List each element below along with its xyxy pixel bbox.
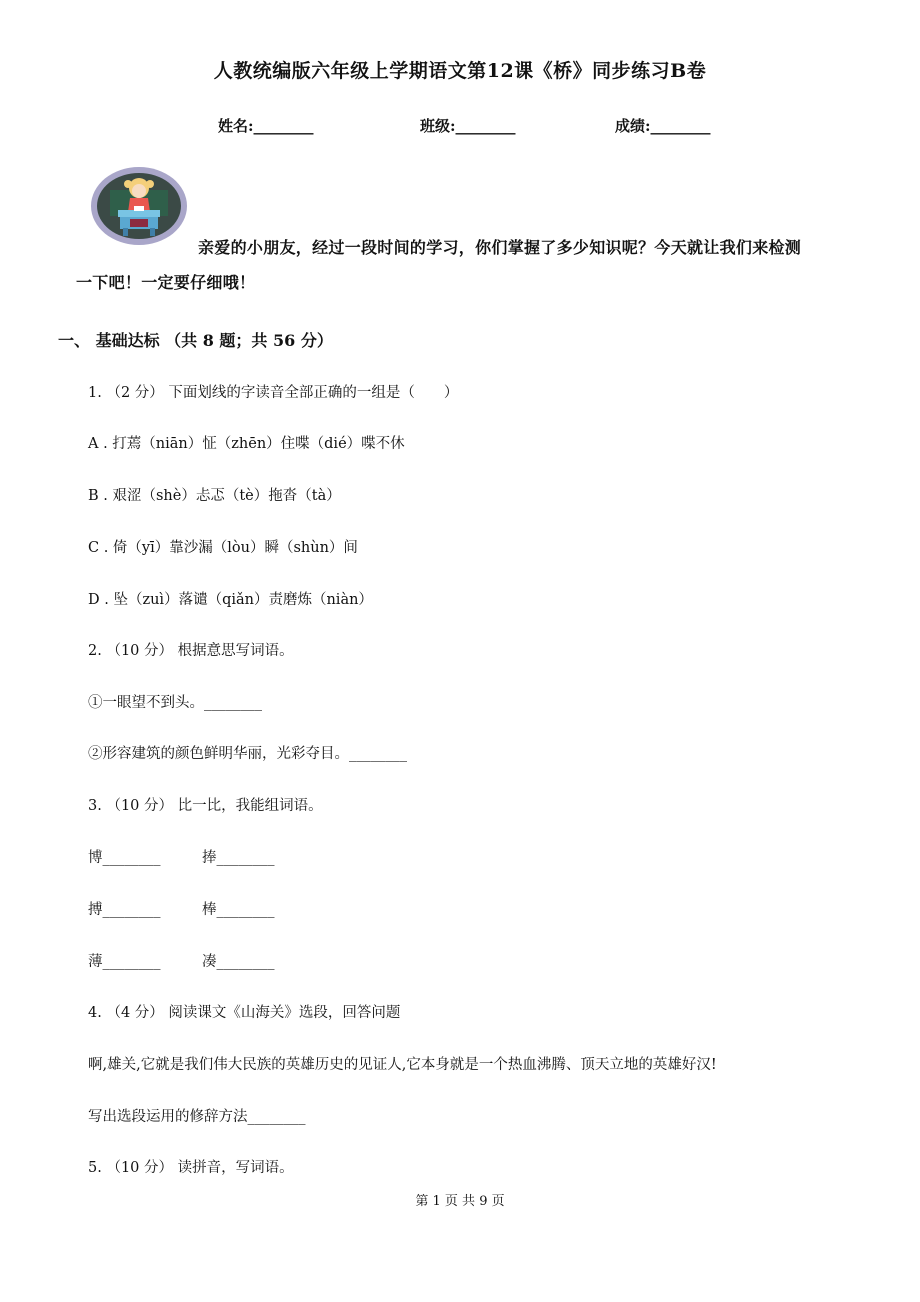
score-field: 成绩:________ — [615, 117, 711, 135]
question-3-word-bo: 博________ — [88, 850, 161, 866]
question-1-option-d: D . 坠（zuì）落谴（qiǎn）责磨炼（niàn） — [88, 592, 373, 608]
question-4-passage: 啊,雄关,它就是我们伟大民族的英雄历史的见证人,它本身就是一个热血沸腾、顶天立地的英雄好汉! — [88, 1057, 717, 1073]
question-2-item-1: ①一眼望不到头。________ — [88, 695, 262, 711]
student-illustration — [90, 166, 188, 246]
question-3-stem: 3. （10 分） 比一比，我能组词语。 — [88, 798, 323, 814]
question-2-item-2: ②形容建筑的颜色鲜明华丽，光彩夺目。________ — [88, 746, 407, 762]
name-field: 姓名:________ — [218, 117, 314, 135]
class-field: 班级:________ — [420, 117, 516, 135]
page-title: 人教统编版六年级上学期语文第12课《桥》同步练习B卷 — [213, 60, 707, 82]
question-3-word-bo2: 搏________ — [88, 902, 161, 918]
question-1-option-a: A . 打蔫（niān）怔（zhēn）住喋（dié）喋不休 — [88, 436, 405, 452]
page-footer: 第 1 页 共 9 页 — [415, 1194, 505, 1209]
intro-line-2: 一下吧！一定要仔细哦！ — [76, 273, 256, 292]
question-3-word-peng: 捧________ — [202, 850, 275, 866]
section-heading-basic: 一、 基础达标 （共 8 题；共 56 分） — [58, 331, 333, 350]
question-5-stem: 5. （10 分） 读拼音，写词语。 — [88, 1160, 294, 1176]
question-3-word-bao: 薄________ — [88, 954, 161, 970]
question-1-stem: 1. （2 分） 下面划线的字读音全部正确的一组是（ ） — [88, 385, 459, 401]
intro-line-1: 亲爱的小朋友，经过一段时间的学习，你们掌握了多少知识呢？今天就让我们来检测 — [198, 238, 802, 257]
question-2-stem: 2. （10 分） 根据意思写词语。 — [88, 643, 294, 659]
question-3-word-bang: 棒________ — [202, 902, 275, 918]
question-1-option-c: C . 倚（yī）靠沙漏（lòu）瞬（shùn）间 — [88, 540, 358, 556]
question-4-stem: 4. （4 分） 阅读课文《山海关》选段，回答问题 — [88, 1005, 401, 1021]
question-1-option-b: B . 艰涩（shè）忐忑（tè）拖沓（tà） — [88, 488, 341, 504]
question-4-ask: 写出选段运用的修辞方法________ — [88, 1109, 306, 1125]
question-3-word-cou: 凑________ — [202, 954, 275, 970]
